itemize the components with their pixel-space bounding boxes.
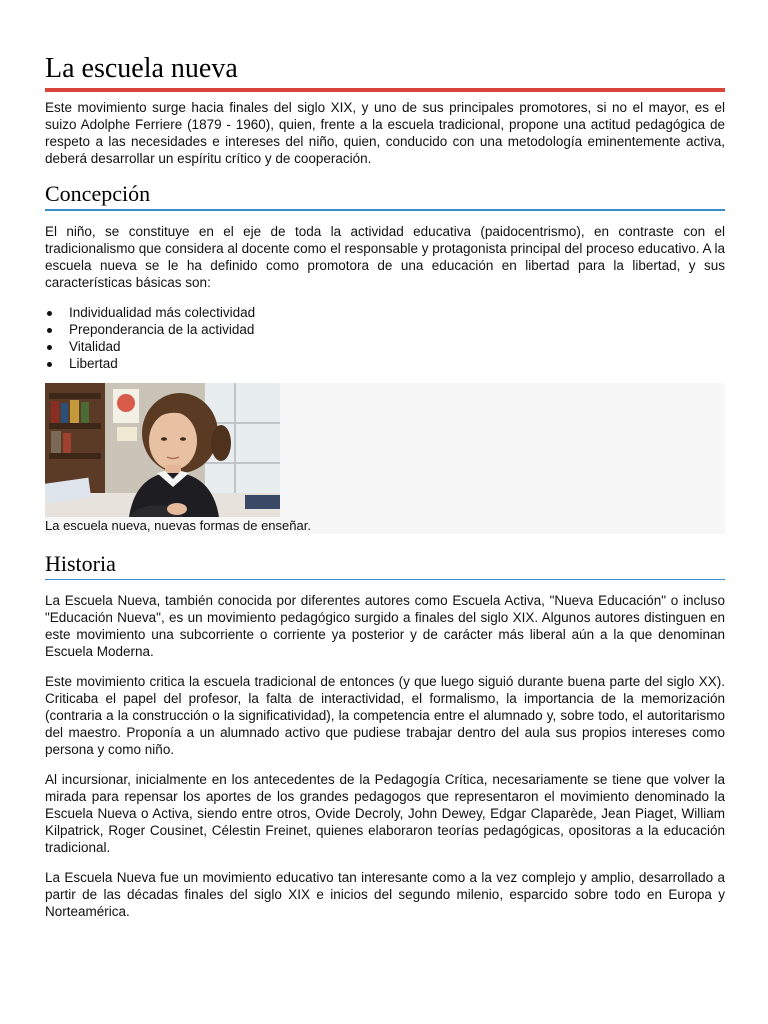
historia-paragraph: La Escuela Nueva, también conocida por diferentes autores como Escuela Activa, "Nueva Educación" o incluso "Educación Nueva", es un movimiento pedagógico surgido a finales del siglo XIX. Algunos autores distinguen en este movimiento una subcorriente o corriente ya posterior y de carácter más liberal aún a la que denominan Escuela Moderna. (45, 593, 725, 659)
historia-paragraph: Este movimiento critica la escuela tradicional de entonces (y que luego siguió durante buena parte del siglo XX). Criticaba el papel del profesor, la falta de interactividad, el formalismo, la importancia de la memorización (contraria a la construcción o la significatividad), la competencia entre el alumnado y, sobre todo, el autoritarismo del maestro. Proponía a un alumnado activo que pudiese trabajar dentro del aula sus propios intereses como persona y como niño. (45, 674, 725, 757)
page-title: La escuela nueva (45, 53, 238, 84)
bullet-icon (47, 328, 52, 333)
list-item-text: Preponderancia de la actividad (69, 321, 255, 337)
list-item (69, 321, 725, 338)
historia-paragraph: Al incursionar, inicialmente en los antecedentes de la Pedagogía Crítica, necesariamente se tiene que volver la mirada para repensar los aportes de los grandes pedagogos que representaron el movimiento denominado la Escuela Nueva o Activa, siendo entre otros, Ovide Decroly, John Dewey, Edgar Claparède, Jean Piaget, William Kilpatrick, Roger Cousinet, Célestin Freinet, quienes elaboraron teorías pedagógicas, opositoras a la educación tradicional. (45, 772, 725, 855)
list-item-text: Vitalidad (69, 338, 121, 354)
heading-historia: Historia (45, 550, 116, 576)
list-item (69, 355, 725, 372)
figure-caption: La escuela nueva, nuevas formas de enseñar. (45, 517, 311, 533)
historia-paragraph: La Escuela Nueva fue un movimiento educativo tan interesante como a la vez complejo y amplio, desarrollado a partir de las décadas finales del siglo XIX e inicios del segundo milenio, esparcido sobre todo en Europa y Norteamérica. (45, 870, 725, 919)
document-page (45, 52, 725, 933)
list-item (69, 304, 725, 321)
list-item (69, 338, 725, 355)
characteristics-list (45, 304, 725, 372)
bullet-icon (47, 311, 52, 316)
classroom-photo (45, 383, 280, 517)
figure (45, 383, 725, 534)
heading-divider (45, 209, 725, 211)
list-item-text: Individualidad más colectividad (69, 304, 256, 320)
bullet-icon (47, 345, 52, 350)
concepcion-paragraph: El niño, se constituye en el eje de toda la actividad educativa (paidocentrismo), en contraste con el tradicionalismo que considera al docente como el responsable y protagonista principal del proceso educativo. A la escuela nueva se le ha definido como promotora de una educación en libertad para la libertad, y sus características básicas son: (45, 223, 725, 290)
list-item-text: Libertad (69, 355, 118, 371)
heading-divider (45, 579, 725, 581)
heading-concepcion: Concepción (45, 181, 151, 206)
intro-paragraph: Este movimiento surge hacia finales del siglo XIX, y uno de sus principales promotores, si no el mayor, es el suizo Adolphe Ferriere (1879 - 1960), quien, frente a la escuela tradicional, propone una actitud pedagógica de respeto a las necesidades e intereses del niño, quien, conducido con una metodología eminentemente activa, deberá desarrollar un espíritu crítico y de cooperación. (45, 100, 725, 166)
bullet-icon (47, 362, 52, 367)
title-divider (45, 88, 725, 92)
